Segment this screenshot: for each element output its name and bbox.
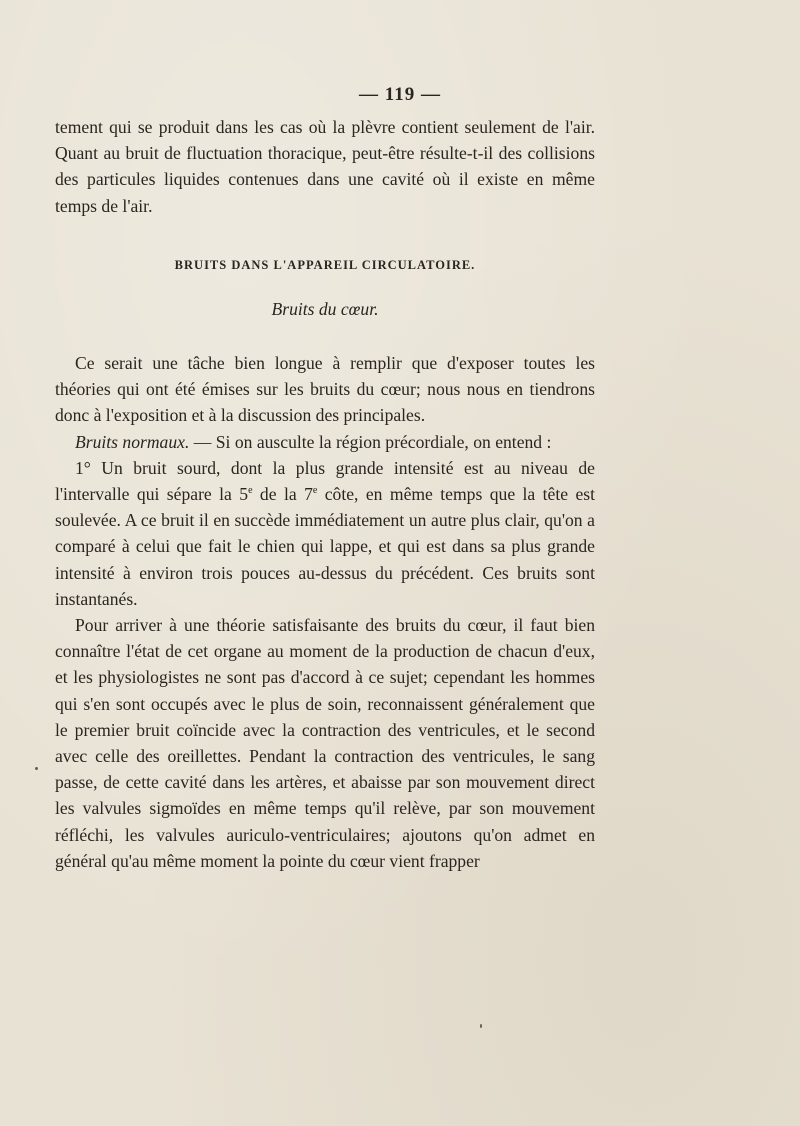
paragraph-4-part-3: côte, en même temps que la tête est soulevée. A ce bruit il en succède immédiatement un autre plus clair, qu'on a comparé à celui que fait le chien qui lappe, et qui est dans sa plus grande intensité à environ trois pouces au-dessus du précédent. Ces bruits sont instantanés. <box>55 484 596 609</box>
paragraph-3-lead: Bruits normaux. <box>75 431 190 452</box>
ink-speck <box>35 767 38 770</box>
ink-speck <box>480 1024 482 1028</box>
page-number: — 119 — <box>359 84 441 105</box>
paragraph-4-part-1: 1° Un bruit sourd, dont la plus grande intensité est au niveau de l'intervalle qui sépare la 5 <box>55 457 595 505</box>
section-heading: BRUITS DANS L'APPAREIL CIRCULATOIRE. <box>174 258 476 272</box>
paragraph-5: Pour arriver à une théorie satisfaisante des bruits du cœur, il faut bien connaître l'état de cet organe au moment de la production de chacun d'eux, et les physiologistes ne sont pas d'accord à ce sujet; cependant les hommes qui s'en sont occupés avec le plus de soin, reconnaissent généralement que le premier bruit coïncide avec la contraction des ventricules, et le second avec celle des oreillettes. Pendant la contraction des ventricules, le sang passe, de cette cavité dans les artères, et abaisse par son mouvement direct les valvules sigmoïdes en même temps qu'il relève, par son mouvement réfléchi, les valvules auriculo-ventriculaires; ajoutons qu'on admet en général qu'au même moment la pointe du cœur vient frapper <box>55 615 595 871</box>
subheading: Bruits du cœur. <box>271 299 379 319</box>
paragraph-3 <box>55 429 595 455</box>
paragraph-2: Ce serait une tâche bien longue à remplir que d'exposer toutes les théories qui ont été émises sur les bruits du cœur; nous nous en tiendrons donc à l'exposition et à la discussion des principales. <box>55 353 595 426</box>
paragraph-1: tement qui se produit dans les cas où la plèvre contient seulement de l'air. Quant au bruit de fluctuation thoracique, peut-être résulte-t-il des collisions des particules liquides contenues dans une cavité où il existe en même temps de l'air. <box>55 117 595 216</box>
paragraph-4-part-2: de la 7 <box>252 484 313 505</box>
superscript-e-2: e <box>312 485 318 497</box>
paragraph-continuation <box>55 114 595 219</box>
paragraph-3-rest: — Si on ausculte la région précordiale, on entend : <box>189 431 552 452</box>
main-text <box>55 350 595 874</box>
superscript-e-1: e <box>248 485 253 497</box>
paragraph-4 <box>55 455 595 612</box>
